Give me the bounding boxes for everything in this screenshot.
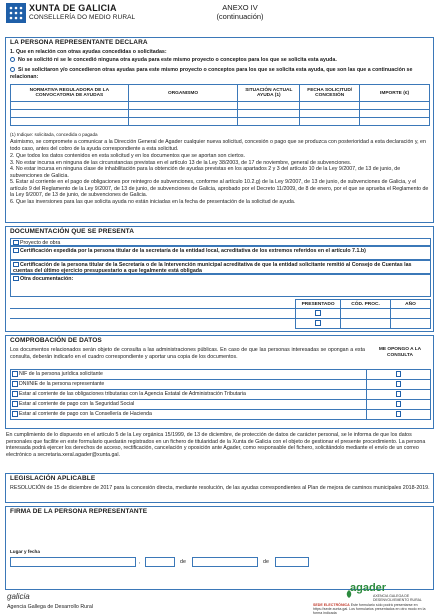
option-no-row [10, 57, 430, 64]
table-row [11, 370, 431, 380]
declaration-items [10, 153, 430, 205]
col-header: ORGANISMO [128, 85, 238, 102]
doc-label: Certificación expedida por la persona titular de la secretaría de la entidad local, acreditativa de los extremos referidos en el artículo 7.1.b) [19, 247, 366, 254]
table-row [11, 110, 430, 118]
doc-checkbox[interactable] [13, 248, 19, 254]
col-header: NORMATIVA REGULADORA DE LA CONVOCATORIA DE AYUDAS [11, 85, 129, 102]
data-protection-notice: En cumplimiento de lo dispuesto en el artículo 5 de la Ley orgánica 15/1999, de 13 de diciembre, de protección de datos de carácter personal, se le informa de que los datos personales que facilite en este formulario quedarán registrados en un fichero de titularidad de la Xunta de Galicia con el objeto de gestionar el presente procedimiento. La persona interesada podrá ejercer los derechos de acceso, rectificación, cancelación y oposición ante Agader, como responsable del fichero, solicitándolo mediante el envío de un correo electrónico a secretaria.xeral.agader@xunta.gal. [6, 432, 426, 458]
option-yes-label: Sí se solicitaron y/o concedieron otras ayudas para este mismo proyecto o conceptos para los que se solicita esta ayuda, que son las que a continuación se relacionan: [10, 67, 413, 80]
question-1: 1. Que en relación con otras ayudas concedidas o solicitadas: [10, 49, 167, 55]
section-title: COMPROBACIÓN DE DATOS [10, 337, 102, 344]
legislation-section [5, 473, 434, 503]
section-title: LEGISLACIÓN APLICABLE [10, 475, 96, 482]
doc-row [10, 260, 431, 274]
section-title: LA PERSONA REPRESENTANTE DECLARA [10, 39, 148, 46]
comma-sep: , [139, 559, 141, 565]
oppose-checkbox[interactable] [396, 391, 402, 397]
section-title: FIRMA DE LA PERSONA REPRESENTANTE [10, 508, 148, 515]
declaration-item: 6. Que las inversiones para las que solicita ayuda no están iniciadas en la fecha de presentación de la solicitud de ayuda. [10, 198, 296, 205]
declaration-section [5, 37, 434, 223]
month-input[interactable] [192, 557, 258, 567]
doc-label: Certificación de la persona titular de la Secretaría o de la Intervención municipal acreditativa de que la entidad solicitante remitió al Consejo de Cuentas las cuentas del último ejercicio presupuestario a que legalmente está obligada [13, 261, 412, 275]
check-item-label: Estar al corriente de las obligaciones tributarias con la Agencia Estatal de Administración Tributaria [18, 391, 246, 398]
footer-note [313, 603, 435, 615]
check-item-label: NIF de la persona jurídica solicitante [18, 371, 103, 378]
check-item-label: Estar al corriente de pago con la Consellería de Hacienda [18, 411, 152, 418]
col-header: SITUACIÓN ACTUAL AYUDA (1) [238, 85, 300, 102]
agader-subtitle: AXENCIA GALEGA DE DESENVOLVEMENTO RURAL [373, 594, 422, 602]
section-title: DOCUMENTACIÓN QUE SE PRESENTA [10, 228, 135, 235]
doc-label: Proyecto de obra [19, 239, 61, 246]
footer-note-highlight: SEDE ELECTRÓNICA [313, 603, 350, 607]
declaration-item: 5. Estar al corriente en el pago de obligaciones por reintegro de subvenciones, conforme al artículo 10.2.g) de la Ley 9/2007, de 13 de junio, de subvenciones de Galicia, y el artículo 9 del Reglamento de la Ley 9/2007, de 13 de junio, de subvenciones de Galicia, aprobado por el Decreto 11/2009, de 8 de enero, por el que se aprueba el Reglamento de la Ley 9/2007, de 13 de junio, de subvenciones de Galicia. [10, 179, 429, 198]
de-label: de [263, 559, 269, 565]
oppose-checkbox[interactable] [396, 381, 402, 387]
col-header: CÓD. PROC. [341, 300, 391, 309]
table-row [10, 319, 431, 329]
legislation-text: RESOLUCIÓN de 15 de diciembre de 2017 para la concesión directa, mediante resolución, de las ayudas correspondientes al Plan de mejora de caminos municipales 2018-2019. [10, 485, 430, 491]
declaration-item: 4. No estar incursa en ninguna clase de inhabilitación para la obtención de ayudas previstas en los apartados 2 y 3 del artículo 10 de la Ley 9/2007, de 13 de junio, de subvenciones de Galicia. [10, 166, 401, 179]
table-row [11, 410, 431, 420]
place-date-label: Lugar y fecha [10, 549, 40, 554]
doc-checkbox[interactable] [13, 276, 19, 282]
day-input[interactable] [145, 557, 175, 567]
item-marker [12, 401, 18, 407]
annex-title [200, 3, 280, 21]
table-row [10, 309, 431, 319]
galicia-logo: galicia [7, 592, 30, 601]
presented-checkbox[interactable] [315, 320, 321, 326]
oppose-header: ME OPONGO A LA CONSULTA [378, 347, 422, 358]
item-marker [12, 371, 18, 377]
annex-line1: ANEXO IV [222, 3, 258, 12]
data-check-intro: Los documentos relacionados serán objeto de consulta a las administraciones públicas. En caso de que las personas interesadas se opongan a esta consulta, deberán indicarlo en el cuadro correspondiente y aportar una copia de los documentos. [10, 347, 365, 360]
doc-row [10, 238, 431, 246]
doc-checkbox[interactable] [13, 262, 19, 268]
table-row [11, 102, 430, 110]
table-row [11, 380, 431, 390]
docs-table [10, 299, 431, 329]
doc-checkbox[interactable] [13, 240, 19, 246]
option-no-radio[interactable] [10, 57, 15, 62]
table-row [11, 390, 431, 400]
year-input[interactable] [275, 557, 309, 567]
org-dept: CONSELLERÍA DO MEDIO RURAL [29, 14, 136, 21]
item-marker [12, 381, 18, 387]
col-header: PRESENTADO [296, 300, 341, 309]
doc-label: Otra documentación: [19, 275, 74, 282]
data-check-section [5, 335, 434, 429]
option-yes-row [10, 67, 430, 80]
check-item-label: Estar al corriente de pago con la Seguridad Social [18, 401, 135, 408]
de-label: de [180, 559, 186, 565]
presented-checkbox[interactable] [315, 310, 321, 316]
documents-section [5, 226, 434, 332]
item-marker [12, 391, 18, 397]
annex-line2: (continuación) [216, 12, 264, 21]
oppose-checkbox[interactable] [396, 411, 402, 417]
org-name: XUNTA DE GALICIA [29, 3, 117, 13]
place-input[interactable] [10, 557, 136, 567]
col-header: AÑO [391, 300, 431, 309]
item-marker [12, 411, 18, 417]
doc-row [10, 246, 431, 260]
oppose-checkbox[interactable] [396, 401, 402, 407]
col-header: IMPORTE (€) [360, 85, 430, 102]
footer-note-text: Este formulario sólo podrá presentarse en https://sede.xunta.gal. Los formularios presentados en otro modo en la forma indicada [313, 603, 426, 615]
table-row [11, 400, 431, 410]
xunta-logo-icon [6, 3, 26, 23]
declaration-item: 3. No estar incursa en ninguna de las circunstancias previstas en el artículo 13 de la Ley 38/2003, de 17 de noviembre, general de subvenciones. [10, 159, 352, 166]
declaration-item: 2. Que todos los datos contenidos en esta solicitud y en los documentos que se aportan son ciertos. [10, 153, 245, 159]
doc-row [10, 274, 431, 297]
aid-table [10, 84, 430, 126]
option-yes-radio[interactable] [10, 67, 15, 72]
data-check-table [10, 369, 431, 420]
signature-section [5, 506, 434, 590]
oppose-checkbox[interactable] [396, 371, 402, 377]
table-note: (1) Indique: solicitada, concedida o pagada [10, 132, 98, 137]
commitment-text: Asimismo, se compromete a comunicar a la Dirección General de Agader cualquier nueva solicitud, concesión o pago que se produzca con posterioridad a esta declaración y, en todo caso, antes del cobro de la ayuda correspondiente a esta solicitud. [10, 139, 426, 152]
agader-logo: agader [350, 582, 387, 594]
table-row [11, 118, 430, 126]
agency-name: Agencia Gallega de Desarrollo Rural [7, 604, 93, 610]
check-item-label: DNI/NIE de la persona representante [18, 381, 105, 388]
option-no-label: No se solicitó ni se le concedió ninguna otra ayuda para este mismo proyecto o conceptos para los que se solicita esta ayuda. [18, 57, 337, 63]
col-header: FECHA SOLICITUD/ CONCESIÓN [300, 85, 360, 102]
